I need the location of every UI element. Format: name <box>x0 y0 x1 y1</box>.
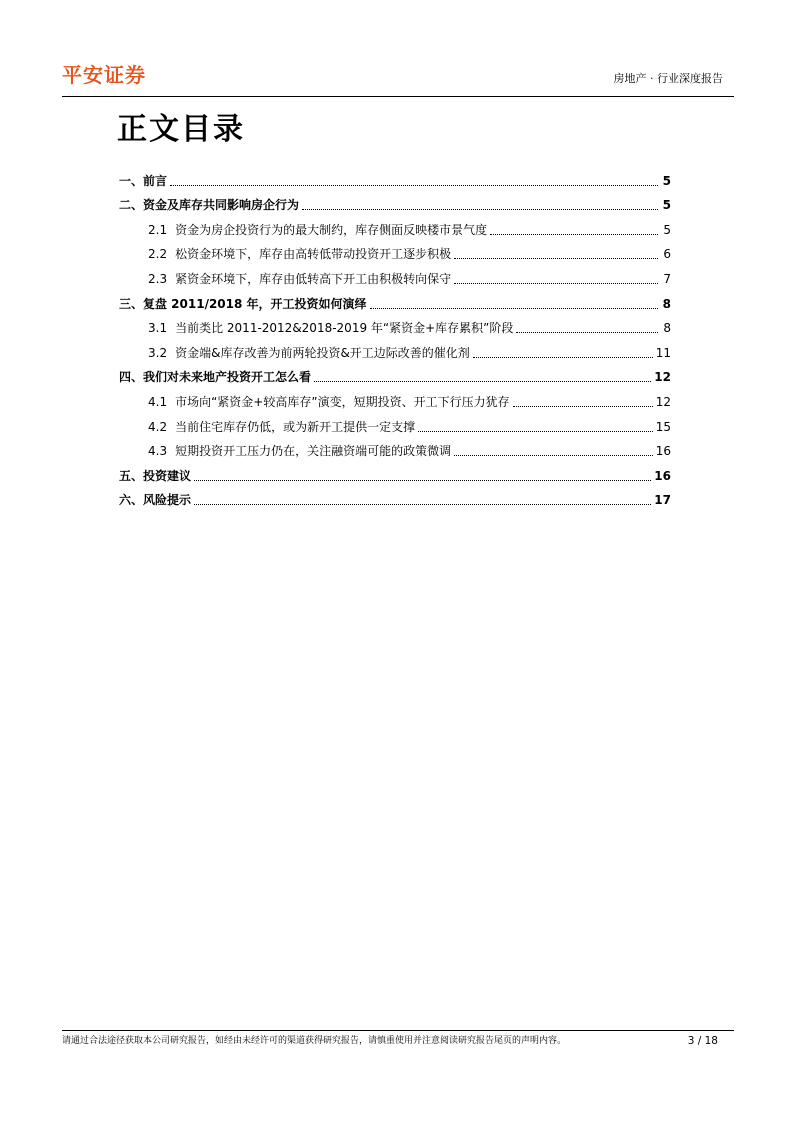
toc-dot-leader <box>454 283 658 284</box>
toc-dot-leader <box>490 234 658 235</box>
toc-entry-page: 15 <box>655 419 671 434</box>
toc-entry-title: 五、投资建议 <box>119 468 192 483</box>
header-divider <box>62 96 734 97</box>
toc-entry-title: 四、我们对未来地产投资开工怎么看 <box>119 370 312 385</box>
toc-dot-leader <box>418 431 653 432</box>
footer-divider <box>62 1030 734 1031</box>
toc-entry[interactable] <box>119 168 671 193</box>
toc-entry-title: 六、风险提示 <box>119 493 192 508</box>
toc-entry[interactable] <box>119 217 671 242</box>
toc-entry-number: 3.1 <box>148 321 168 336</box>
toc-entry[interactable] <box>119 340 671 365</box>
toc-entry-title: 松资金环境下，库存由高转低带动投资开工逐步积极 <box>175 247 452 262</box>
toc-dot-leader <box>370 308 658 309</box>
toc-entry[interactable] <box>119 266 671 291</box>
toc-entry-number: 2.1 <box>148 222 168 237</box>
toc-entry[interactable] <box>119 291 671 316</box>
table-of-contents <box>119 168 671 512</box>
toc-entry-title: 资金端&库存改善为前两轮投资&开工边际改善的催化剂 <box>175 345 470 360</box>
footer-disclaimer: 请通过合法途径获取本公司研究报告，如经由未经许可的渠道获得研究报告，请慎重使用并注意阅读研究报告尾页的声明内容。 <box>62 1036 567 1046</box>
toc-entry[interactable] <box>119 389 671 414</box>
toc-entry-page: 12 <box>654 370 671 385</box>
toc-entry-title: 当前住宅库存仍低，或为新开工提供一定支撑 <box>175 419 416 434</box>
toc-entry-page: 11 <box>655 345 671 360</box>
toc-dot-leader <box>513 406 653 407</box>
toc-entry-page: 8 <box>662 296 671 311</box>
toc-entry-title: 市场向“紧资金+较高库存”演变，短期投资、开工下行压力犹存 <box>175 394 510 409</box>
toc-entry[interactable] <box>119 414 671 439</box>
toc-entry[interactable] <box>119 463 671 488</box>
toc-dot-leader <box>454 455 653 456</box>
toc-entry[interactable] <box>119 193 671 218</box>
toc-dot-leader <box>473 357 653 358</box>
toc-dot-leader <box>170 185 658 186</box>
page-number: 3 / 18 <box>687 1035 718 1047</box>
toc-entry-page: 5 <box>663 222 671 237</box>
brand-logo: 平安证券 <box>62 63 146 87</box>
toc-entry-title: 一、前言 <box>119 173 168 188</box>
toc-entry-page: 5 <box>662 173 671 188</box>
toc-dot-leader <box>194 504 651 505</box>
toc-entry-title: 资金为房企投资行为的最大制约，库存侧面反映楼市景气度 <box>175 222 488 237</box>
toc-entry-page: 8 <box>663 321 671 336</box>
toc-entry-title: 三、复盘 2011/2018 年，开工投资如何演绎 <box>119 296 367 311</box>
page-title: 正文目录 <box>117 112 245 147</box>
toc-dot-leader <box>454 258 658 259</box>
toc-entry-page: 17 <box>654 493 671 508</box>
toc-entry[interactable] <box>119 242 671 267</box>
toc-entry-number: 4.2 <box>148 419 168 434</box>
toc-entry-page: 12 <box>655 394 671 409</box>
toc-entry[interactable] <box>119 439 671 464</box>
toc-dot-leader <box>516 332 658 333</box>
toc-entry-number: 2.3 <box>148 271 168 286</box>
toc-entry-number: 2.2 <box>148 247 168 262</box>
toc-entry-page: 6 <box>663 247 671 262</box>
toc-entry-title: 当前类比 2011-2012&2018-2019 年“紧资金+库存累积”阶段 <box>175 321 514 336</box>
toc-dot-leader <box>314 381 651 382</box>
toc-dot-leader <box>194 480 651 481</box>
toc-entry-title: 二、资金及库存共同影响房企行为 <box>119 198 300 213</box>
toc-entry[interactable] <box>119 316 671 341</box>
toc-entry-page: 16 <box>654 468 671 483</box>
toc-entry-number: 4.1 <box>148 394 168 409</box>
toc-entry-title: 短期投资开工压力仍在，关注融资端可能的政策微调 <box>175 444 452 459</box>
toc-entry[interactable] <box>119 365 671 390</box>
report-category: 房地产 · 行业深度报告 <box>613 72 723 85</box>
toc-entry[interactable] <box>119 488 671 513</box>
toc-entry-title: 紧资金环境下，库存由低转高下开工由积极转向保守 <box>175 271 452 286</box>
toc-entry-page: 16 <box>655 444 671 459</box>
toc-entry-page: 7 <box>663 271 671 286</box>
toc-entry-number: 4.3 <box>148 444 168 459</box>
toc-entry-page: 5 <box>662 198 671 213</box>
toc-dot-leader <box>302 209 658 210</box>
toc-entry-number: 3.2 <box>148 345 168 360</box>
